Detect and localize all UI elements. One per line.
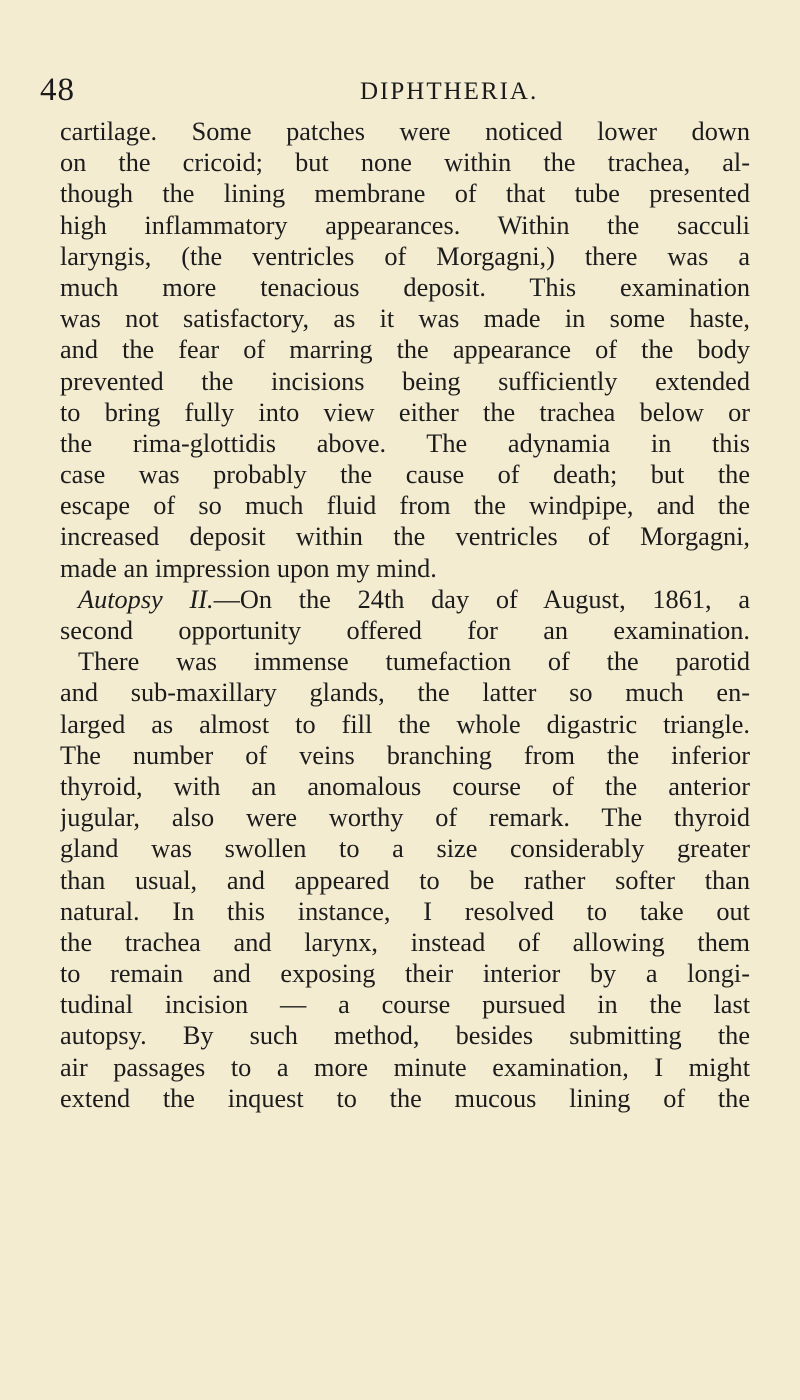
text-line: the rima-glottidis above. The adynamia in this: [60, 428, 750, 458]
text-line: natural. In this instance, I resolved to take out: [60, 896, 750, 926]
page-header: [40, 72, 760, 112]
text-line: much more tenacious deposit. This examination: [60, 272, 750, 302]
autopsy-line: [60, 584, 750, 615]
text-line: and the fear of marring the appearance of the body: [60, 335, 750, 365]
text-line: prevented the incisions being sufficiently extended: [60, 366, 750, 396]
text-line: made an impression upon my mind.: [60, 553, 437, 583]
text-line: was not satisfactory, as it was made in some haste,: [60, 304, 750, 334]
text-line: jugular, also were worthy of remark. The thyroid: [60, 803, 750, 833]
text-line: than usual, and appeared to be rather softer than: [60, 865, 750, 895]
text-line: thyroid, with an anomalous course of the anterior: [60, 771, 750, 801]
text-line: increased deposit within the ventricles of Morgagni,: [60, 522, 750, 552]
running-head: DIPHTHERIA.: [360, 78, 539, 105]
text-line: gland was swollen to a size considerably greater: [60, 834, 750, 864]
text-line: cartilage. Some patches were noticed lower down: [60, 117, 750, 146]
body-text: [60, 116, 750, 1114]
text-line: larged as almost to fill the whole digastric triangle.: [60, 709, 750, 739]
text-line: tudinal incision — a course pursued in the last: [60, 990, 750, 1020]
autopsy-heading: Autopsy II.: [78, 584, 214, 614]
text-line: high inflammatory appearances. Within the sacculi: [60, 210, 750, 240]
text-line: laryngis, (the ventricles of Morgagni,) there was a: [60, 241, 750, 271]
page-number: 48: [40, 72, 75, 108]
text-line: escape of so much fluid from the windpipe, and the: [60, 491, 750, 521]
text-line: on the cricoid; but none within the trachea, al-: [60, 148, 750, 178]
text-line: to remain and exposing their interior by a longi-: [60, 959, 750, 989]
text-line: air passages to a more minute examination, I might: [60, 1052, 750, 1082]
text-line: There was immense tumefaction of the parotid: [78, 647, 750, 677]
text-line: to bring fully into view either the trachea below or: [60, 397, 750, 427]
text-line: though the lining membrane of that tube presented: [60, 179, 750, 209]
text-line: case was probably the cause of death; but the: [60, 460, 750, 490]
text-line: and sub-maxillary glands, the latter so much en-: [60, 678, 750, 708]
text-line: autopsy. By such method, besides submitting the: [60, 1021, 750, 1051]
text-line: the trachea and larynx, instead of allowing them: [60, 927, 750, 957]
text-line: extend the inquest to the mucous lining of the: [60, 1083, 750, 1113]
autopsy-heading-rest: —On the 24th day of August, 1861, a: [213, 584, 750, 614]
text-line: The number of veins branching from the inferior: [60, 740, 750, 770]
text-line: second opportunity offered for an examination.: [60, 616, 750, 645]
